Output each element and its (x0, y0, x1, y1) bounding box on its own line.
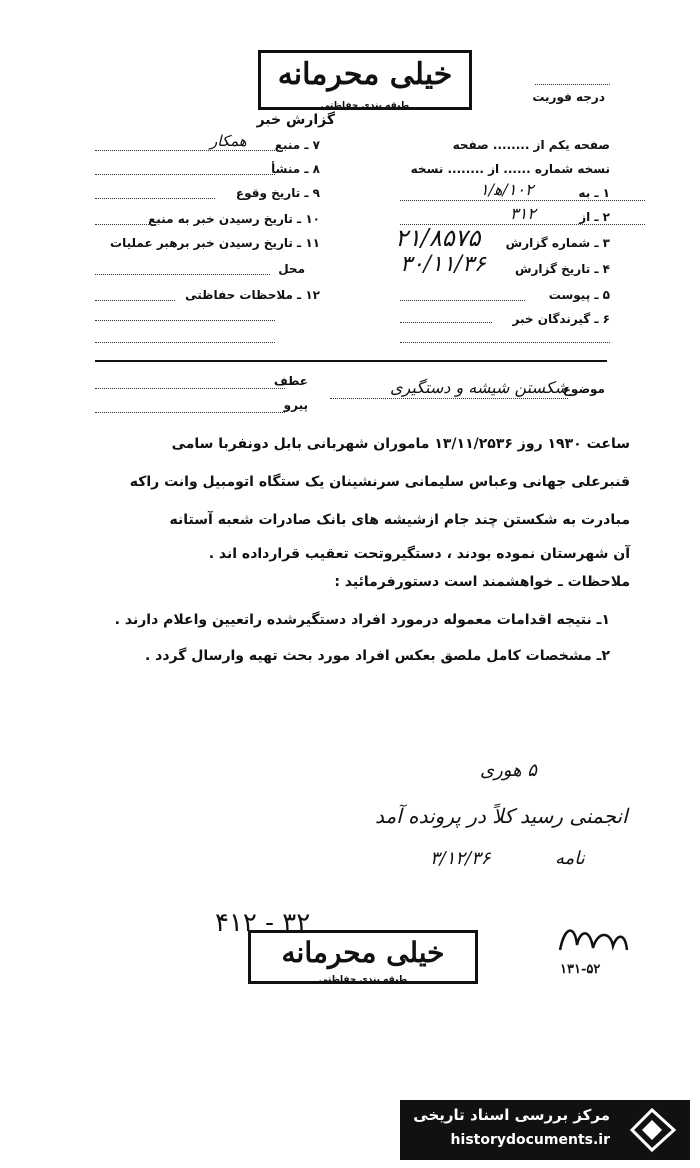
field-12-line-a (95, 300, 175, 301)
subject-label: موضوع (562, 382, 605, 396)
field-9-label: ۹ ـ تاریخ وقوع (235, 186, 320, 200)
field-6-line-a (400, 322, 492, 323)
handwritten-note-2: انجمنی رسید کلاً در پرونده آمد (375, 804, 628, 828)
handwritten-note-1: ۵ هوری (480, 760, 537, 781)
stamp-bottom-main-text: خیلی محرمانه (281, 936, 445, 969)
body-line-2: قنبرعلی جهانی وعباس سلیمانی سرنشینان یک ستگاه اتومبیل وانت راکه (129, 474, 630, 490)
field-5-line (400, 300, 525, 301)
field-6-line-b (400, 342, 610, 343)
stamp-sub-text: طبقه بندی حفاظتی (320, 101, 410, 111)
field-4-label: ۴ ـ تاریخ گزارش (514, 262, 610, 276)
archive-footer (400, 1100, 690, 1160)
field-4-value: ۳۰/۱۱/۳۶ (400, 252, 486, 277)
field-2-value: ۳۱۲ (510, 204, 536, 223)
classification-stamp-bottom (248, 930, 478, 984)
copy-count: نسخه شماره ...... از ........ نسخه (410, 162, 610, 176)
field-5-label: ۵ ـ پیوست (548, 288, 610, 302)
field-1-value: ۱۰۲/ه‍/۱ (480, 180, 534, 199)
body-line-1: ساعت ۱۹۳۰ روز ۱۳/۱۱/۲۵۳۶ ماموران شهربانی بابل دونفربا سامی (171, 436, 630, 452)
field-3-label: ۳ ـ شماره گزارش (505, 236, 610, 250)
reference-line-b (95, 412, 285, 413)
field-8-line (95, 174, 275, 175)
handwritten-note-3: نامه (555, 848, 585, 869)
classification-stamp-top (258, 50, 472, 110)
body-line-5: ملاحظات ـ خواهشمند است دستورفرمائید : (334, 574, 630, 590)
archive-title: مرکز بررسی اسناد تاریخی (413, 1106, 610, 1124)
field-7-label: ۷ ـ منبع (274, 138, 320, 152)
stamp-main-text: خیلی محرمانه (277, 57, 453, 92)
signature (555, 920, 630, 960)
report-title: گزارش خبر (256, 112, 335, 128)
field-12-line-b (95, 320, 275, 321)
subject-line (330, 398, 568, 399)
field-1-label: ۱ ـ به (578, 186, 610, 200)
priority-label: درجه فوریت (532, 90, 605, 104)
field-12-label: ۱۲ ـ ملاحظات حفاظتی (185, 288, 320, 302)
field-8-label: ۸ ـ منشأ (271, 162, 320, 176)
field-11-label: ۱۱ ـ تاریخ رسیدن خبر برهبر عملیات (110, 236, 320, 250)
archive-url[interactable]: historydocuments.ir (450, 1132, 610, 1148)
body-line-7: ۲ـ مشخصات کامل ملصق بعکس افراد مورد بحث تهیه وارسال گردد . (144, 648, 610, 664)
field-12-line-c (95, 342, 275, 343)
subject-value: شکستن شیشه و دستگیری (390, 378, 568, 397)
body-line-3: مبادرت به شکستن چند جام ازشیشه های بانک صادرات شعبه آستانه (169, 512, 630, 528)
stamp-bottom-sub-text: طبقه بندی حفاظتی (318, 975, 408, 985)
field-10-line (95, 224, 155, 225)
field-10-label: ۱۰ ـ تاریخ رسیدن خبر به منبع (148, 212, 320, 226)
reference-line-a (95, 388, 285, 389)
field-6-label: ۶ ـ گیرندگان خبر (512, 312, 610, 326)
body-line-4: آن شهرستان نموده بودند ، دستگیروتحت تعقیب قرارداده اند . (208, 546, 630, 562)
place-label: محل (278, 262, 305, 276)
place-line (95, 274, 270, 275)
followup-label: پیرو (283, 398, 308, 412)
header-separator (95, 360, 607, 362)
body-line-6: ۱ـ نتیجه اقدامات معموله درمورد افراد دستگیرشده راتعیین واعلام دارند . (114, 612, 610, 628)
field-7-value: همکار (210, 132, 247, 150)
signature-number: ۱۳۱-۵۲ (560, 962, 601, 977)
field-1-line (400, 200, 645, 201)
archive-logo-icon (628, 1106, 678, 1154)
handwritten-date: ۳/۱۲/۳۶ (430, 848, 491, 869)
handwritten-ref-number: ۳۲ - ۴۱۲ (215, 908, 311, 938)
field-3-value: ۲۱/۸۵۷۵ (395, 224, 481, 252)
field-7-line (95, 150, 275, 151)
field-9-line (95, 198, 215, 199)
reference-label: عطف (273, 374, 308, 388)
page-count: صفحه یکم از ........ صفحه (452, 138, 610, 152)
field-2-label: ۲ ـ از (579, 210, 610, 224)
priority-line (535, 84, 610, 85)
